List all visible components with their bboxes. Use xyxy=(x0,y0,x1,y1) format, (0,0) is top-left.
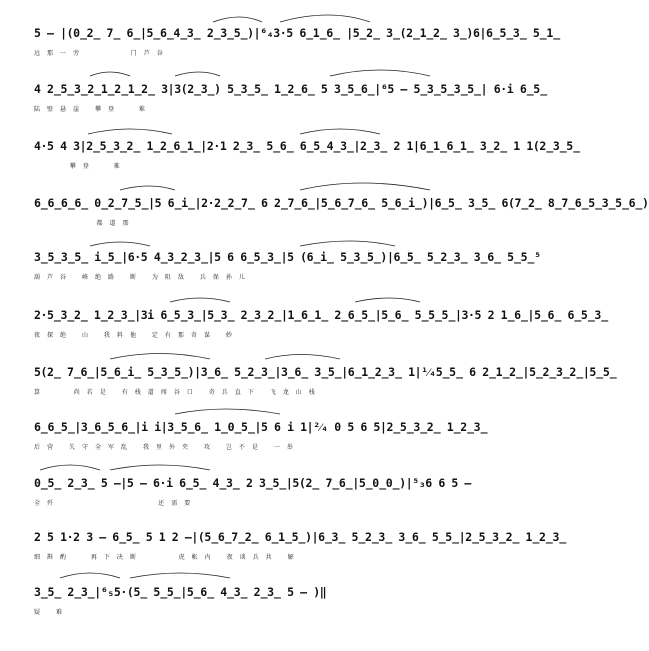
lyrics-row xyxy=(34,218,136,227)
lyric-char xyxy=(96,163,99,170)
lyric-char: 不 xyxy=(238,444,246,451)
lyric-char xyxy=(134,444,137,451)
lyrics-row xyxy=(34,442,300,451)
lyric-char: 尚 xyxy=(73,389,81,396)
lyric-char xyxy=(60,444,63,451)
lyric-char xyxy=(121,274,124,281)
lyric-char: 算 xyxy=(34,389,42,396)
lyric-char: 闯 xyxy=(160,389,168,396)
lyrics-row xyxy=(34,552,301,561)
lyrics-row xyxy=(34,48,170,57)
lyric-char xyxy=(95,332,98,339)
lyric-char: 他 xyxy=(129,332,137,339)
lyric-char xyxy=(122,500,125,507)
lyric-char: 难 xyxy=(55,609,63,616)
notation-row: 2 5 1·2 3 – 6̲5̲ 5 1 2 –|(5̲6̲7̲2̲ 6̲1̲5̲)|6̲3̲ 5̲2̲3̲ 3̲6̲ 5̲5̲|2̲5̲3̲2̲ 1̲2̲3̲ xyxy=(34,530,566,544)
lyric-char xyxy=(73,332,76,339)
lyric-char xyxy=(79,220,82,227)
lyric-char: 内 xyxy=(204,554,212,561)
lyric-char xyxy=(61,163,64,170)
notation-row: 0̲5̲ 2̲3̲ 5 –|5 – 6·i 6̲5̲ 4̲3̲ 2 3̲5̲|5(2̲ 7̲6̲|5̲0̲0̲)|⁵₃6 6 5 – xyxy=(34,476,471,490)
lyric-char: 下 xyxy=(103,554,111,561)
lyric-char: 道 xyxy=(109,220,117,227)
lyric-char: 保 xyxy=(212,274,220,281)
lyric-char: 守 xyxy=(81,444,89,451)
lyric-char: 歼 xyxy=(47,500,55,507)
lyric-char xyxy=(265,444,268,451)
notation-row: 4 2̲5̲3̲2̲1̲2̲1̲2̲ 3|3(2̲3̲) 5̲3̲5̲ 1̲2̲6̲ 5 3̲5̲6̲|⁶5 – 5̲3̲5̲3̲5̲| 6·i 6̲5̲ xyxy=(34,82,547,96)
lyric-char xyxy=(65,389,68,396)
lyric-char: 敌 xyxy=(177,274,185,281)
lyric-char: 我 xyxy=(103,332,111,339)
lyric-char: 那 xyxy=(122,220,130,227)
lyric-char xyxy=(73,274,76,281)
lyric-char: 峰 xyxy=(81,274,89,281)
lyric-char: 营 xyxy=(47,444,55,451)
lyric-char: 奇 xyxy=(190,332,198,339)
lyric-char xyxy=(130,106,133,113)
lyric-char xyxy=(34,220,37,227)
lyric-char xyxy=(82,554,85,561)
notation-row: 6̲6̲6̲6̲ 0̲2̲7̲5̲|5 6̲i̲|2·2̲2̲7̲ 6 2̲7̲6̲|5̲6̲7̲6̲ 5̲6̲i̲)|6̲5̲ 3̲5̲ 6(7̲2̲ 8̲7̲6̲5̲3̲5̲6̲) xyxy=(34,196,649,210)
lyric-char: 栈 xyxy=(134,389,142,396)
lyric-char xyxy=(70,220,73,227)
lyric-char: 下 xyxy=(247,389,255,396)
lyric-char xyxy=(43,220,46,227)
lyric-char xyxy=(87,500,90,507)
lyric-char: 是 xyxy=(251,444,259,451)
lyric-char xyxy=(149,500,152,507)
lyric-char xyxy=(122,50,125,57)
lyric-char: 我 xyxy=(142,444,150,451)
lyric-char: 都 xyxy=(96,220,104,227)
lyric-char xyxy=(78,500,81,507)
lyric-char: 还 xyxy=(158,500,166,507)
lyric-char xyxy=(47,609,50,616)
lyric-char: 帐 xyxy=(191,554,199,561)
lyric-char: 若 xyxy=(86,389,94,396)
lyric-char: 攀 xyxy=(69,163,77,170)
lyric-char xyxy=(52,220,55,227)
lyric-char: 谈 xyxy=(239,554,247,561)
lyric-char: 悬 xyxy=(60,106,68,113)
lyric-char xyxy=(143,332,146,339)
lyric-char: 斟 xyxy=(47,554,55,561)
lyric-char xyxy=(261,389,264,396)
lyric-char: 军 xyxy=(108,444,116,451)
lyric-char xyxy=(279,554,282,561)
lyric-char xyxy=(69,500,72,507)
notation-row: 5 – |(0̲2̲ 7̲ 6̲|5̲6̲4̲3̲ 2̲3̲5̲)|⁶₄3·5 6̲1̲6̲ |5̲2̲ 3̲(2̲1̲2̲ 3̲)6|6̲5̲3̲ 5̲1̲ xyxy=(34,26,560,40)
lyric-char xyxy=(121,106,124,113)
lyric-char: 谷 xyxy=(60,274,68,281)
lyric-char: 登 xyxy=(82,163,90,170)
lyrics-row xyxy=(34,330,239,339)
lyric-char: 阻 xyxy=(164,274,172,281)
lyric-char: 全 xyxy=(34,500,42,507)
lyric-char xyxy=(152,554,155,561)
lyric-char xyxy=(88,220,91,227)
lyric-char xyxy=(105,500,108,507)
lyric-char: 芦 xyxy=(47,274,55,281)
lyric-char: 里 xyxy=(155,444,163,451)
lyric-char xyxy=(217,332,220,339)
lyric-char: 为 xyxy=(151,274,159,281)
lyric-char: 再 xyxy=(90,554,98,561)
lyric-char: 口 xyxy=(186,389,194,396)
lyric-char xyxy=(34,163,37,170)
lyric-char: 难 xyxy=(138,106,146,113)
lyric-char: 虎 xyxy=(178,554,186,561)
lyric-char: 探 xyxy=(47,332,55,339)
lyric-char: 乱 xyxy=(121,444,129,451)
lyric-char: 绝 xyxy=(60,332,68,339)
lyric-char xyxy=(143,554,146,561)
lyric-char xyxy=(96,500,99,507)
lyric-char: 绝 xyxy=(94,274,102,281)
lyric-char: 飞 xyxy=(269,389,277,396)
lyric-char xyxy=(217,444,220,451)
lyric-char: 疑 xyxy=(34,609,42,616)
lyric-char: 谷 xyxy=(173,389,181,396)
lyrics-row xyxy=(34,161,127,170)
lyrics-row xyxy=(34,272,252,281)
lyric-char: 举 xyxy=(286,444,294,451)
lyric-char: 酌 xyxy=(60,554,68,561)
lyric-char: 决 xyxy=(116,554,124,561)
lyric-char: 全 xyxy=(94,444,102,451)
lyric-char xyxy=(56,389,59,396)
lyric-char xyxy=(52,163,55,170)
lyric-char: 外 xyxy=(168,444,176,451)
lyric-char xyxy=(73,554,76,561)
lyric-char xyxy=(61,220,64,227)
lyric-char: 妙 xyxy=(225,332,233,339)
lyric-char: 谋 xyxy=(203,332,211,339)
lyric-char: 登 xyxy=(108,106,116,113)
lyric-char xyxy=(140,500,143,507)
lyric-char: 攻 xyxy=(203,444,211,451)
lyric-char: 失 xyxy=(68,444,76,451)
lyric-char: 有 xyxy=(164,332,172,339)
lyric-char: 栈 xyxy=(308,389,316,396)
notation-row: 4·5 4 3|2̲5̲3̲2̲ 1̲2̲6̲1̲|2·1 2̲3̲ 5̲6̲ 6̲5̲4̲3̲|2̲3̲ 2 1|6̲1̲6̲1̲ 3̲2̲ 1 1(2̲3̲5̲ xyxy=(34,139,580,153)
lyric-char xyxy=(86,50,89,57)
lyrics-row xyxy=(34,104,152,113)
lyrics-row xyxy=(34,607,69,616)
lyric-char xyxy=(43,163,46,170)
lyric-char xyxy=(170,554,173,561)
lyric-char: 那 xyxy=(47,50,55,57)
lyric-char: 一 xyxy=(273,444,281,451)
lyric-char: 兵 xyxy=(221,389,229,396)
lyric-char: 道 xyxy=(147,389,155,396)
lyric-char: 直 xyxy=(234,389,242,396)
lyric-char: 奇 xyxy=(208,389,216,396)
notation-row: 3̲5̲ 2̲3̲|⁶₅5·(5̲ 5̲5̲|5̲6̲ 4̲3̲ 2̲3̲ 5 – )‖ xyxy=(34,585,327,599)
lyric-char xyxy=(191,274,194,281)
lyric-char xyxy=(200,389,203,396)
lyric-char: 后 xyxy=(34,444,42,451)
lyric-char xyxy=(95,50,98,57)
lyric-char: 断 xyxy=(129,554,137,561)
lyric-char: 要 xyxy=(184,500,192,507)
notation-row: 3̲5̲3̲5̲ i̲5̲|6·5 4̲3̲2̲3̲|5 6 6̲5̲3̲|5 (6̲i̲ 5̲3̲5̲)|6̲5̲ 5̲2̲3̲ 3̲6̲ 5̲5̲⁵ xyxy=(34,250,541,264)
lyric-char xyxy=(104,50,107,57)
lyric-char xyxy=(195,444,198,451)
lyric-char: 葫 xyxy=(34,274,42,281)
lyric-char: 需 xyxy=(171,500,179,507)
lyric-char xyxy=(47,389,50,396)
lyric-char: 细 xyxy=(34,554,42,561)
lyric-char: 旁 xyxy=(73,50,81,57)
lyric-char xyxy=(113,50,116,57)
lyric-char: 壁 xyxy=(47,106,55,113)
lyric-char: 山 xyxy=(295,389,303,396)
lyric-char xyxy=(86,106,89,113)
lyric-char: 兵 xyxy=(199,274,207,281)
lyric-char: 定 xyxy=(151,332,159,339)
notation-row: 6̲6̲5̲|3̲6̲5̲6̲|i i|3̲5̲6̲ 1̲0̲5̲|5 6 i 1|²⁄₄ 0 5 6 5|2̲5̲3̲2̲ 1̲2̲3̲ xyxy=(34,420,488,434)
lyric-char: 料 xyxy=(116,332,124,339)
lyric-char xyxy=(143,274,146,281)
notation-row: 5(2̲ 7̲6̲|5̲6̲i̲ 5̲3̲5̲)|3̲6̲ 5̲2̲3̲|3̲6̲ 3̲5̲|6̲1̲2̲3̲ 1|¹⁄₄5̲5̲ 6 2̲1̲2̲|5̲2̲3̲2̲|5̲5̲ xyxy=(34,365,617,379)
lyric-char: 远 xyxy=(34,50,42,57)
lyric-char: 一 xyxy=(60,50,68,57)
lyrics-row xyxy=(34,498,197,507)
lyrics-row xyxy=(34,387,322,396)
lyric-char: 那 xyxy=(177,332,185,339)
lyric-char: 岂 xyxy=(225,444,233,451)
lyric-char: 断 xyxy=(129,274,137,281)
lyric-char: 夜 xyxy=(226,554,234,561)
lyric-char xyxy=(105,163,108,170)
lyric-char: 路 xyxy=(108,274,116,281)
lyric-char: 兵 xyxy=(252,554,260,561)
lyric-char: 龙 xyxy=(282,389,290,396)
lyric-char: 儿 xyxy=(238,274,246,281)
lyric-char: 攀 xyxy=(94,106,102,113)
lyric-char xyxy=(114,500,117,507)
lyric-char: 孙 xyxy=(225,274,233,281)
lyric-char: 陆 xyxy=(34,106,42,113)
lyric-char xyxy=(113,389,116,396)
lyric-char: 山 xyxy=(81,332,89,339)
lyric-char xyxy=(131,500,134,507)
lyric-char: 难 xyxy=(113,163,121,170)
lyric-char: 崖 xyxy=(73,106,81,113)
lyric-char: 解 xyxy=(287,554,295,561)
lyric-char: 芦 xyxy=(143,50,151,57)
lyric-char xyxy=(161,554,164,561)
lyric-char: 门 xyxy=(130,50,138,57)
lyric-char: 有 xyxy=(121,389,129,396)
lyric-char: 是 xyxy=(99,389,107,396)
lyric-char: 夜 xyxy=(34,332,42,339)
lyric-char xyxy=(218,554,221,561)
lyric-char xyxy=(60,500,63,507)
lyric-char: 夹 xyxy=(182,444,190,451)
lyric-char: 共 xyxy=(265,554,273,561)
notation-row: 2·5̲3̲2̲ 1̲2̲3̲|3i 6̲5̲3̲|5̲3̲ 2̲3̲2̲|1̲6̲1̲ 2̲6̲5̲|5̲6̲ 5̲5̲5̲|3·5 2 1̲6̲|5̲6̲ 6̲5̲3̲ xyxy=(34,308,608,322)
lyric-char: 谷 xyxy=(156,50,164,57)
